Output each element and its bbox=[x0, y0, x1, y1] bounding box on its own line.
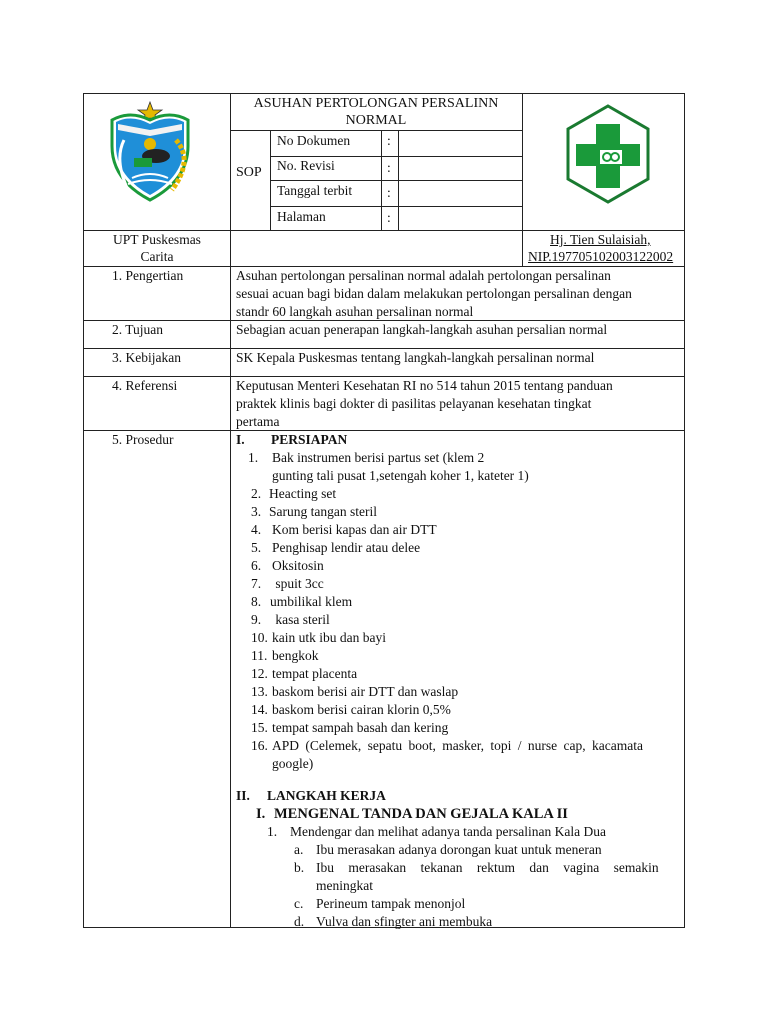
sub-step-text: Perineum tampak menonjol bbox=[316, 896, 466, 911]
persiapan-item-number: 16. bbox=[251, 738, 268, 753]
langkah-number: II. bbox=[236, 788, 250, 803]
sop-document bbox=[83, 93, 685, 928]
section-label-tujuan: 2. Tujuan bbox=[112, 322, 164, 337]
unit-name-line-1: UPT Puskesmas bbox=[113, 232, 201, 247]
persiapan-item: gunting tali pusat 1,setengah koher 1, kateter 1) bbox=[272, 468, 529, 483]
signer-name: Hj. Tien Sulaisiah, bbox=[550, 232, 651, 247]
persiapan-item: baskom berisi air DTT dan waslap bbox=[272, 684, 459, 699]
persiapan-item: baskom berisi cairan klorin 0,5% bbox=[272, 702, 451, 717]
persiapan-item-number: 5. bbox=[251, 540, 262, 555]
sub-step-letter: d. bbox=[294, 914, 305, 929]
sub-step-text: Ibu merasakan tekanan rektum dan vagina semakin bbox=[316, 860, 659, 875]
pengertian-line: standr 60 langkah asuhan persalinan normal bbox=[236, 304, 474, 319]
meta-label-tanggal-terbit: Tanggal terbit bbox=[277, 183, 353, 198]
persiapan-item-number: 9. bbox=[251, 612, 262, 627]
persiapan-item-number: 4. bbox=[251, 522, 262, 537]
persiapan-heading: PERSIAPAN bbox=[271, 432, 348, 447]
persiapan-item: Oksitosin bbox=[272, 558, 324, 573]
sub-step-text: Vulva dan sfingter ani membuka bbox=[316, 914, 493, 929]
unit-name-line-2: Carita bbox=[140, 249, 174, 264]
tujuan-text: Sebagian acuan penerapan langkah-langkah asuhan persalian normal bbox=[236, 322, 608, 337]
persiapan-item-number: 10. bbox=[251, 630, 268, 645]
pengertian-line: sesuai acuan bagi bidan dalam melakukan pertolongan persalinan dengan bbox=[236, 286, 632, 301]
persiapan-item: spuit 3cc bbox=[272, 576, 324, 591]
meta-sep: : bbox=[387, 210, 391, 225]
persiapan-number: I. bbox=[236, 432, 245, 447]
grid-line bbox=[84, 430, 684, 431]
puskesmas-logo bbox=[564, 104, 652, 204]
sub-step-letter: b. bbox=[294, 860, 305, 875]
pengertian-line: Asuhan pertolongan persalinan normal adalah pertolongan persalinan bbox=[236, 268, 611, 283]
kebijakan-text: SK Kepala Puskesmas tentang langkah-langkah persalinan normal bbox=[236, 350, 595, 365]
grid-line bbox=[270, 206, 522, 207]
persiapan-item: Kom berisi kapas dan air DTT bbox=[272, 522, 437, 537]
section-label-prosedur: 5. Prosedur bbox=[112, 432, 174, 447]
grid-line bbox=[230, 130, 522, 131]
meta-label-halaman: Halaman bbox=[277, 209, 326, 224]
meta-label-no-dokumen: No Dokumen bbox=[277, 133, 351, 148]
persiapan-item: tempat sampah basah dan kering bbox=[272, 720, 449, 735]
section-label-referensi: 4. Referensi bbox=[112, 378, 178, 393]
grid-line bbox=[270, 180, 522, 181]
sub-step-letter: a. bbox=[294, 842, 304, 857]
section-label-pengertian: 1. Pengertian bbox=[112, 268, 184, 283]
persiapan-item-number: 7. bbox=[251, 576, 262, 591]
referensi-line: praktek klinis bagi dokter di pasilitas pelayanan kesehatan tingkat bbox=[236, 396, 592, 411]
kala-number: I. bbox=[256, 806, 266, 822]
persiapan-item: tempat placenta bbox=[272, 666, 358, 681]
persiapan-item: umbilikal klem bbox=[270, 594, 353, 609]
sop-label: SOP bbox=[236, 165, 262, 180]
persiapan-item-number: 8. bbox=[251, 594, 262, 609]
meta-sep: : bbox=[387, 185, 391, 200]
persiapan-item-number: 2. bbox=[251, 486, 262, 501]
persiapan-item-number: 12. bbox=[251, 666, 268, 681]
referensi-line: pertama bbox=[236, 414, 280, 429]
persiapan-item-number: 15. bbox=[251, 720, 268, 735]
grid-line bbox=[230, 94, 231, 928]
persiapan-item: APD (Celemek, sepatu boot, masker, topi / nurse cap, kacamata bbox=[272, 738, 643, 753]
step-number: 1. bbox=[267, 824, 278, 839]
persiapan-item: kain utk ibu dan bayi bbox=[272, 630, 386, 645]
meta-sep: : bbox=[387, 133, 391, 148]
title-line-2: NORMAL bbox=[345, 113, 407, 128]
persiapan-item: Sarung tangan steril bbox=[269, 504, 377, 519]
langkah-heading: LANGKAH KERJA bbox=[267, 788, 386, 803]
referensi-line: Keputusan Menteri Kesehatan RI no 514 tahun 2015 tentang panduan bbox=[236, 378, 613, 393]
signer-nip: NIP.197705102003122002 bbox=[528, 249, 674, 264]
step-text: Mendengar dan melihat adanya tanda persalinan Kala Dua bbox=[290, 824, 606, 839]
sub-step-text: meningkat bbox=[316, 878, 373, 893]
persiapan-item-number: 13. bbox=[251, 684, 268, 699]
persiapan-item: bengkok bbox=[272, 648, 319, 663]
persiapan-item-number: 3. bbox=[251, 504, 262, 519]
persiapan-item: kasa steril bbox=[272, 612, 330, 627]
meta-label-no-revisi: No. Revisi bbox=[277, 158, 335, 173]
title-line-1: ASUHAN PERTOLONGAN PERSALINN bbox=[253, 96, 499, 111]
section-label-kebijakan: 3. Kebijakan bbox=[112, 350, 181, 365]
sub-step-letter: c. bbox=[294, 896, 304, 911]
persiapan-item: Bak instrumen berisi partus set (klem 2 bbox=[272, 450, 485, 465]
persiapan-item-number: 1. bbox=[248, 450, 259, 465]
persiapan-item-number: 6. bbox=[251, 558, 262, 573]
persiapan-item-number: 11. bbox=[251, 648, 268, 663]
meta-sep: : bbox=[387, 160, 391, 175]
persiapan-item: Penghisap lendir atau delee bbox=[272, 540, 421, 555]
persiapan-item: google) bbox=[272, 756, 314, 771]
sub-step-text: Ibu merasakan adanya dorongan kuat untuk meneran bbox=[316, 842, 602, 857]
grid-line bbox=[522, 94, 523, 266]
regency-crest-logo bbox=[106, 100, 210, 206]
persiapan-item: Heacting set bbox=[269, 486, 337, 501]
kala-heading: MENGENAL TANDA DAN GEJALA KALA II bbox=[274, 806, 568, 822]
persiapan-item-number: 14. bbox=[251, 702, 268, 717]
